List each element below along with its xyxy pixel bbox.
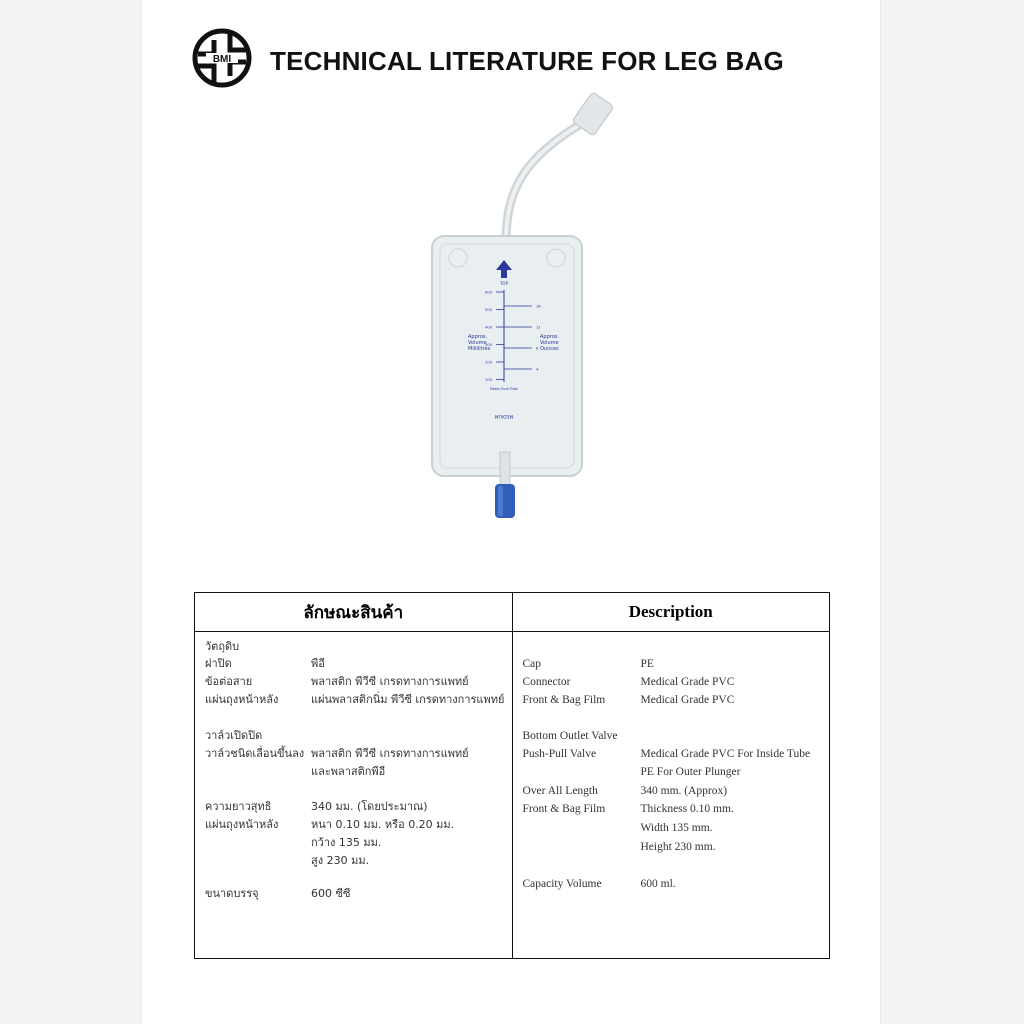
- thai-valve-label: วาล์วชนิดเลื่อนขึ้นลง: [205, 747, 305, 760]
- thai-capacity-label: ขนาดบรรจุ: [205, 887, 259, 900]
- english-description-column: [513, 632, 830, 958]
- en-film-label: Front & Bag Film: [522, 694, 606, 706]
- volume-label-right-2: Volume: [540, 340, 559, 346]
- scale-label-right: 8: [536, 346, 539, 351]
- en-cap-label: Cap: [522, 658, 542, 670]
- en-film2-value-1: Thickness 0.10 mm.: [640, 803, 734, 815]
- thai-connector-label: ข้อต่อสาย: [205, 675, 253, 688]
- company-logo-icon: [192, 28, 252, 88]
- leg-bag-product-image: [420, 92, 620, 532]
- scale-label-left: 100: [485, 378, 492, 382]
- en-connector-label: Connector: [522, 676, 571, 688]
- thai-length-value: 340 มม. (โดยประมาณ): [311, 800, 428, 813]
- english-column-header: Description: [512, 593, 830, 632]
- scale-label-right: 4: [536, 367, 539, 372]
- thai-film-label: แผ่นถุงหน้าหลัง: [205, 693, 279, 706]
- thai-column-header: ลักษณะสินค้า: [195, 593, 513, 632]
- thai-film2-value-1: หนา 0.10 มม. หรือ 0.20 มม.: [311, 818, 455, 831]
- top-label: TOP: [499, 281, 509, 286]
- thai-length-label: ความยาวสุทธิ: [205, 800, 272, 813]
- en-valve-label: Push-Pull Valve: [522, 748, 597, 760]
- en-cap-value: PE: [640, 658, 654, 670]
- scale-label-left: 400: [485, 325, 492, 330]
- en-film2-value-2: Width 135 mm.: [640, 822, 713, 834]
- document-title: TECHNICAL LITERATURE FOR LEG BAG: [270, 46, 784, 76]
- scale-label-right: 12: [536, 325, 541, 330]
- size-label: MEDIUM: [494, 413, 514, 418]
- volume-label-right-1: Approx.: [540, 334, 560, 340]
- thai-valve-value-2: และพลาสติกพีอี: [311, 765, 386, 778]
- en-length-label: Over All Length: [522, 785, 598, 797]
- scale-label-right: 16: [536, 304, 541, 309]
- en-film2-label: Front & Bag Film: [522, 803, 606, 815]
- logo-text: BMI: [212, 54, 232, 65]
- scale-label-left: 200: [485, 360, 492, 365]
- foot-label: Meets Flush Plate: [489, 387, 519, 391]
- en-valve-value-2: PE For Outer Plunger: [640, 766, 741, 778]
- scale-label-left: 500: [485, 308, 492, 312]
- thai-cap-label: ฝาปิด: [205, 657, 232, 670]
- volume-label-right-3: Ounces: [540, 346, 559, 352]
- thai-film2-value-3: สูง 230 มม.: [311, 854, 370, 867]
- thai-valve-value-1: พลาสติก พีวีซี เกรดทางการแพทย์: [311, 747, 469, 760]
- en-film2-value-3: Height 230 mm.: [640, 841, 716, 853]
- en-connector-value: Medical Grade PVC: [640, 676, 735, 688]
- thai-film-value: แผ่นพลาสติกนิ่ม พีวีซี เกรดทางการแพทย์: [311, 693, 505, 706]
- thai-film2-value-2: กว้าง 135 มม.: [311, 836, 382, 849]
- scale-label-left: 600: [485, 290, 492, 295]
- thai-material-heading: วัตถุดิบ: [205, 640, 240, 653]
- scale-label-left: 300: [485, 343, 492, 347]
- volume-label-left-2: Volume: [468, 340, 487, 346]
- en-valve-heading: Bottom Outlet Valve: [522, 730, 618, 742]
- thai-film2-label: แผ่นถุงหน้าหลัง: [205, 818, 279, 831]
- specification-table: [194, 592, 830, 959]
- en-valve-value-1: Medical Grade PVC For Inside Tube: [640, 748, 811, 760]
- volume-label-left-3: Millilitres: [468, 346, 491, 352]
- en-film-value: Medical Grade PVC: [640, 694, 735, 706]
- volume-label-left-1: Approx.: [468, 334, 488, 340]
- thai-capacity-value: 600 ซีซี: [311, 887, 351, 900]
- en-length-value: 340 mm. (Approx): [640, 785, 728, 797]
- en-capacity-value: 600 ml.: [640, 878, 676, 890]
- thai-valve-heading: วาล์วเปิดปิด: [205, 729, 263, 742]
- thai-connector-value: พลาสติก พีวีซี เกรดทางการแพทย์: [311, 675, 469, 688]
- thai-cap-value: พีอี: [311, 657, 325, 670]
- en-capacity-label: Capacity Volume: [522, 878, 602, 890]
- thai-description-column: [195, 632, 512, 958]
